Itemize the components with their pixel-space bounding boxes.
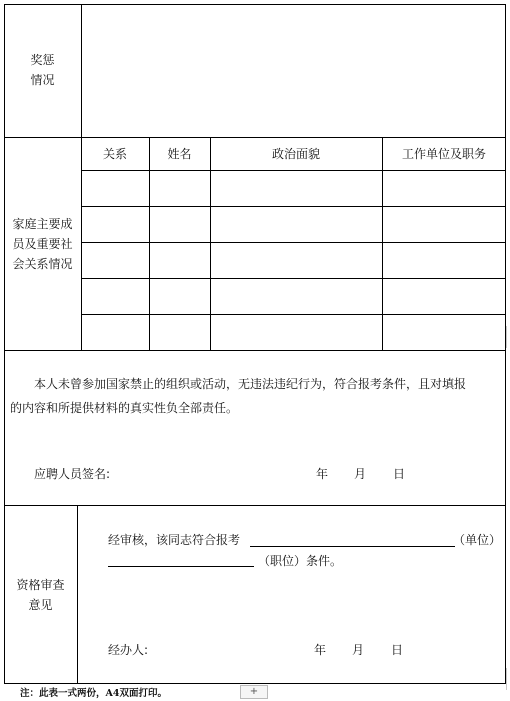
rewards-label-line1: 奖惩: [30, 53, 55, 67]
rewards-content-cell[interactable]: [82, 5, 505, 137]
page-edge-marker: [506, 326, 507, 348]
family-label-line: 会关系情况: [12, 257, 73, 271]
family-grid-row: [81, 206, 506, 207]
family-grid-row: [81, 314, 506, 315]
review-label-divider: [77, 505, 78, 684]
page-edge-marker: [506, 668, 507, 690]
declaration-day: 日: [393, 467, 406, 481]
declaration-year: 年: [316, 467, 329, 481]
header-relation: 关系: [102, 147, 127, 161]
family-label-line: 家庭主要成: [12, 217, 73, 231]
handler-signature-field[interactable]: [160, 638, 300, 660]
review-label: [4, 575, 77, 615]
section-divider-family: [4, 350, 506, 351]
review-label-line2: 意见: [28, 598, 53, 612]
applicant-signature-field[interactable]: [120, 462, 300, 484]
family-grid-row: [81, 278, 506, 279]
unit-label: （单位）: [453, 533, 502, 547]
declaration-line1: 本人未曾参加国家禁止的组织或活动，无违法违纪行为，符合报考条件，且对填报: [34, 377, 467, 391]
rewards-label-line2: 情况: [30, 73, 55, 87]
position-blank-underline[interactable]: [108, 566, 254, 567]
review-month: 月: [352, 643, 365, 657]
section-divider-rewards: [4, 137, 506, 138]
header-political-status: 政治面貌: [271, 147, 320, 161]
declaration-line2: 的内容和所提供材料的真实性负全部责任。: [10, 401, 239, 415]
applicant-signature-label: 应聘人员签名:: [34, 467, 111, 481]
table-bottom-border: [4, 683, 506, 684]
review-text: 经审核，该同志符合报考: [108, 533, 241, 547]
family-label: [4, 214, 81, 274]
header-work-unit: 工作单位及职务: [401, 147, 486, 161]
review-year: 年: [314, 643, 327, 657]
family-grid-row: [81, 242, 506, 243]
add-table-row-button[interactable]: +: [240, 685, 268, 699]
family-label-line: 员及重要社: [12, 237, 73, 251]
header-name: 姓名: [167, 147, 192, 161]
review-day: 日: [391, 643, 404, 657]
handler-label: 经办人:: [108, 643, 149, 657]
review-label-line1: 资格审查: [16, 578, 65, 592]
unit-blank-underline[interactable]: [250, 546, 455, 547]
position-label: （职位）条件。: [258, 554, 343, 568]
family-grid-row: [81, 170, 506, 171]
section-divider-declaration: [4, 505, 506, 506]
rewards-label: [4, 50, 81, 90]
declaration-month: 月: [354, 467, 367, 481]
footnote: 注：此表一式两份，A4双面打印。: [20, 688, 167, 699]
